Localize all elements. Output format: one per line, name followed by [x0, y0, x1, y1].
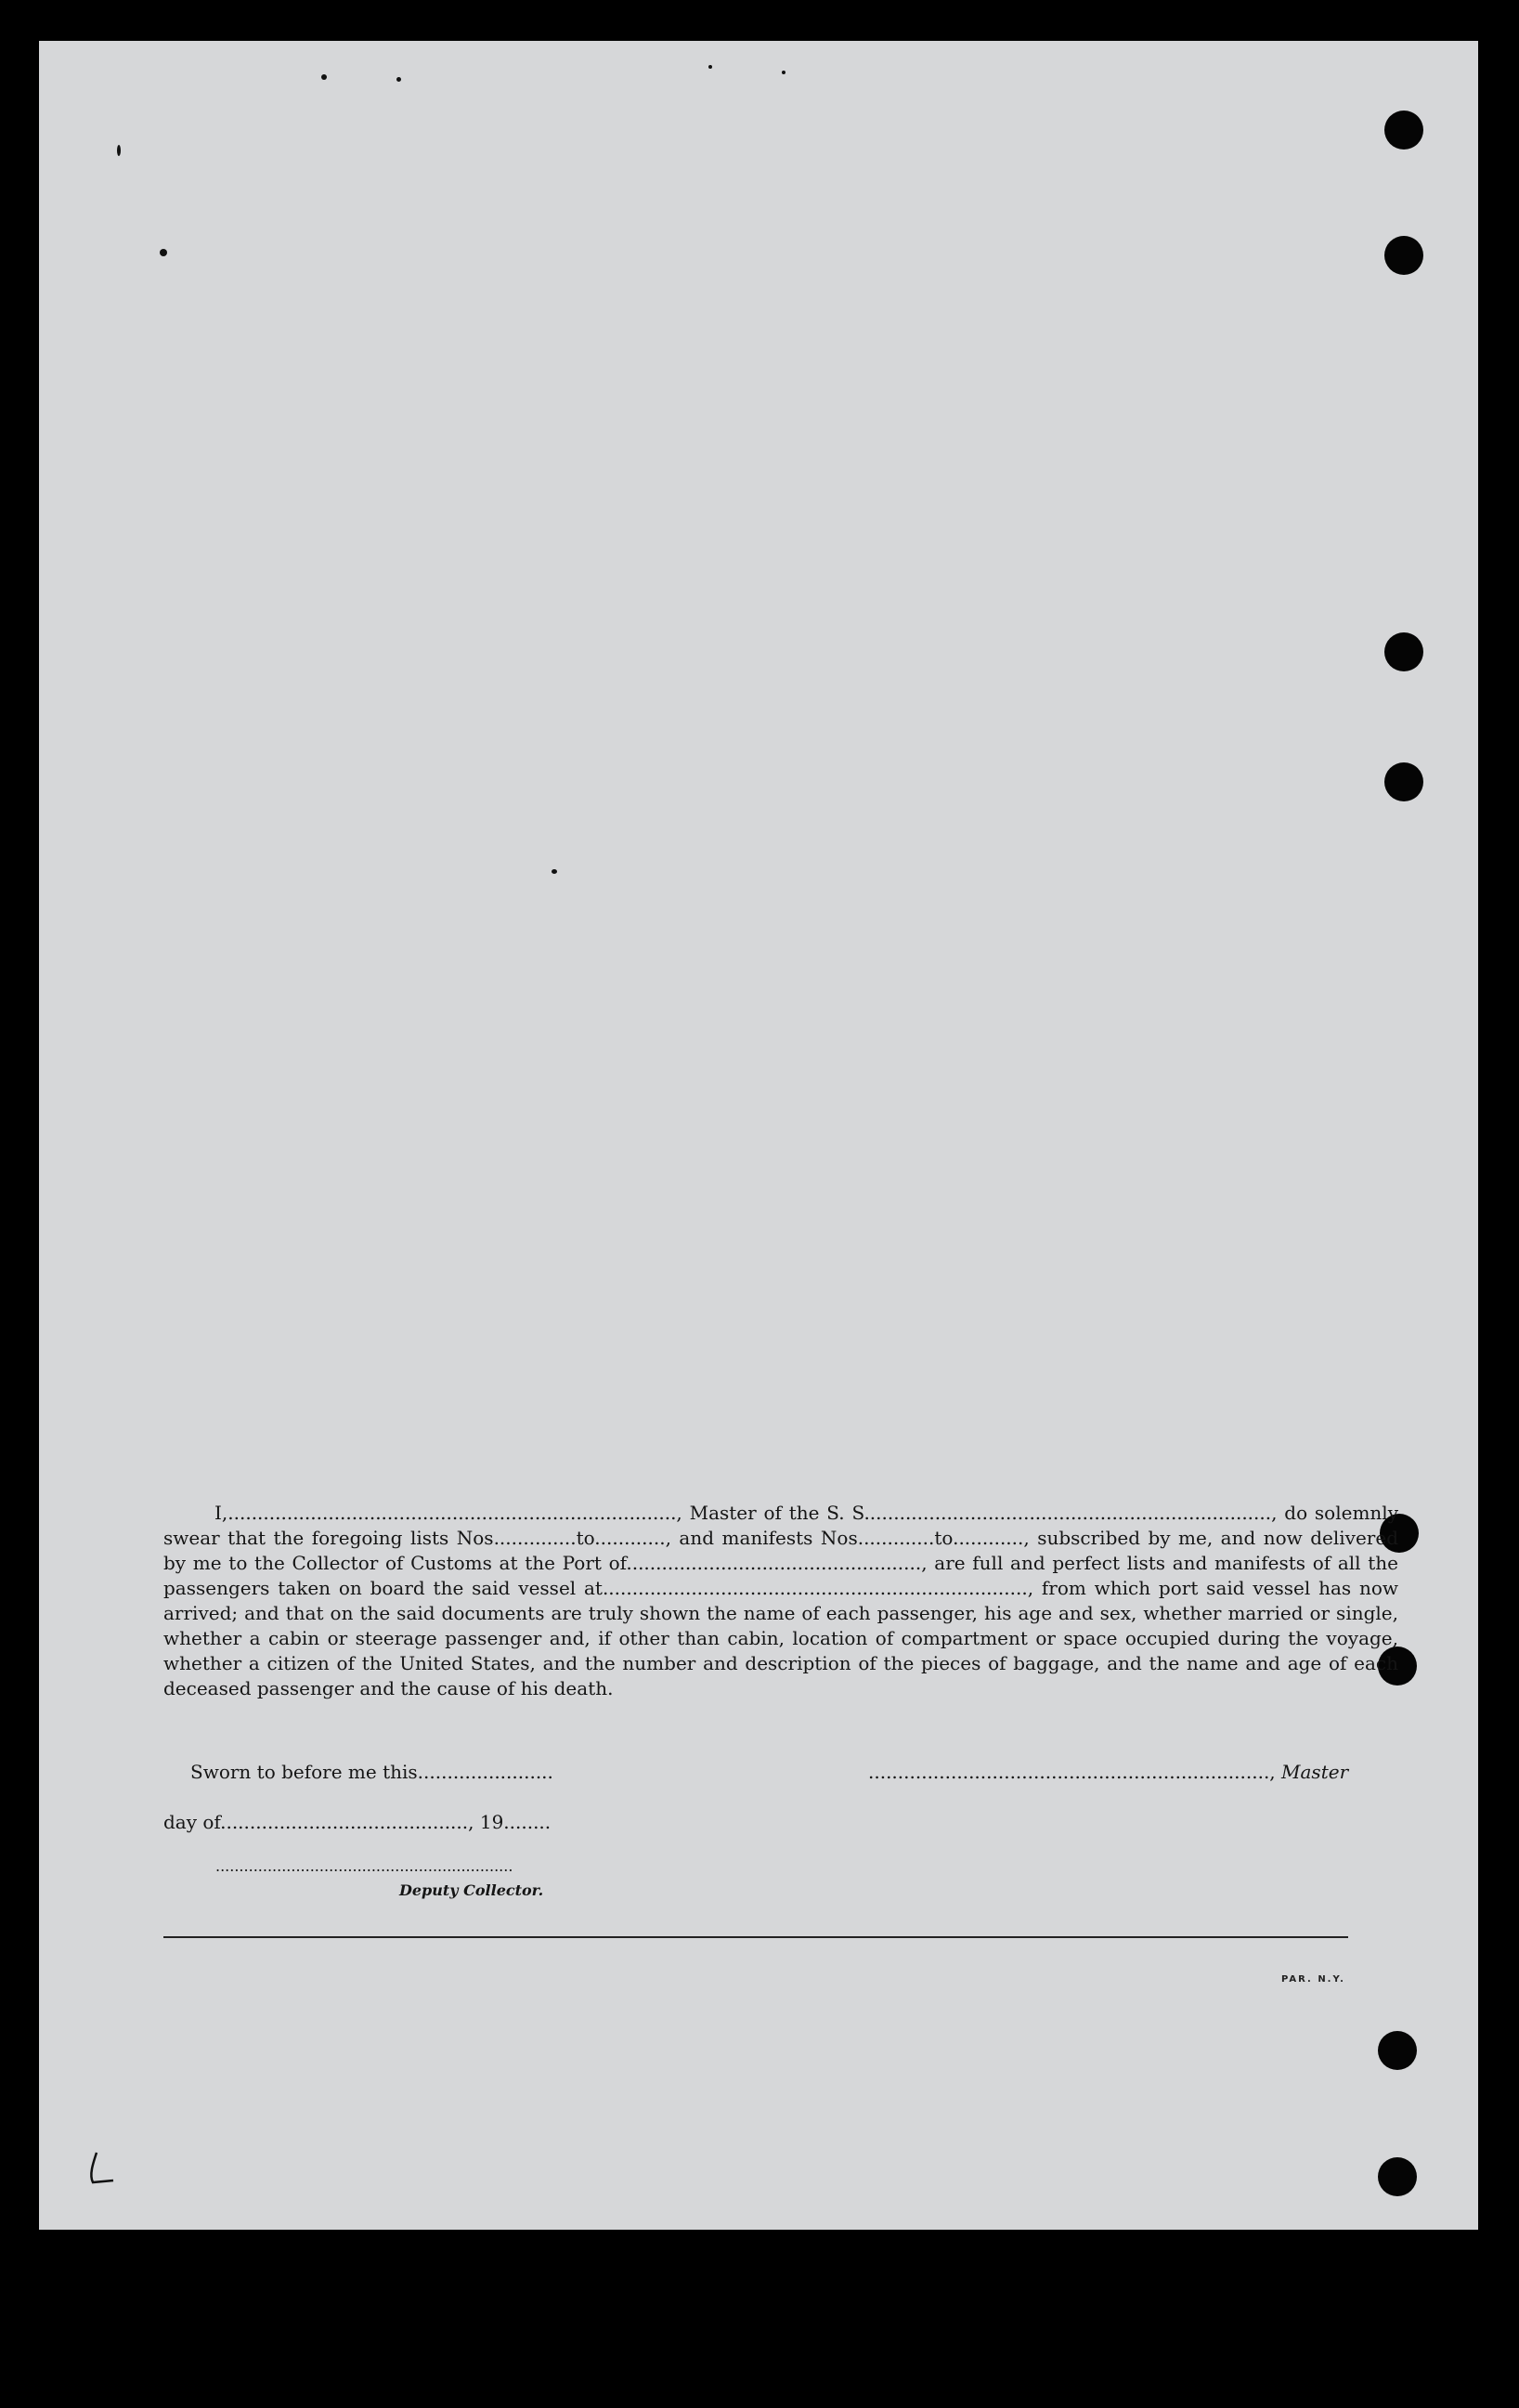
- speck: [160, 249, 167, 256]
- printer-mark: PAR. N.Y.: [1281, 1974, 1345, 1985]
- binder-hole-4: [1384, 762, 1423, 801]
- speck: [117, 145, 121, 156]
- speck: [321, 74, 327, 80]
- oath-text: I,............................................................................, Master of the S. S....................................................................., do solemnly swear that the foregoing lists Nos..............to............, and manifests Nos.............to............, subscribed by me, and now delivered by me to the Collector of Customs at the Port of.................................................., are full and perfect lists and manifests of all the passengers taken on board the said vessel at........................................................................, from which port said vessel has now arrived; and that on the said documents are truly shown the name of each passenger, his age and sex, whether married or single, whether a cabin or steerage passenger and, if other than cabin, location of compartment or space occupied during the voyage, whether a citizen of the United States, and the number and description of the pieces of baggage, and the name and age of each deceased passenger and the cause of his death.: [163, 1502, 1398, 1699]
- speck: [708, 65, 712, 69]
- oath-paragraph: [163, 1501, 1398, 1701]
- master-dotted-line: ....................................................................,: [868, 1761, 1282, 1783]
- binder-hole-8: [1378, 2157, 1417, 2196]
- document-page: [39, 41, 1478, 2230]
- speck: [782, 71, 785, 74]
- footer-rule: [163, 1936, 1348, 1938]
- speck: [552, 869, 557, 874]
- day-of-text: day of.........................................., 19........: [163, 1811, 552, 1833]
- binder-hole-3: [1384, 632, 1423, 671]
- master-label: Master: [1281, 1761, 1349, 1783]
- sworn-before-text: Sworn to before me this.......................: [190, 1761, 553, 1783]
- binder-hole-7: [1378, 2031, 1417, 2070]
- speck: [396, 77, 401, 82]
- deputy-dotted-line: ...............................................................: [215, 1857, 513, 1875]
- binder-hole-2: [1384, 236, 1423, 275]
- deputy-collector-label: Deputy Collector.: [399, 1881, 544, 1899]
- handwritten-mark: [84, 2149, 124, 2190]
- binder-hole-1: [1384, 111, 1423, 150]
- master-signature-line: [868, 1761, 1348, 1783]
